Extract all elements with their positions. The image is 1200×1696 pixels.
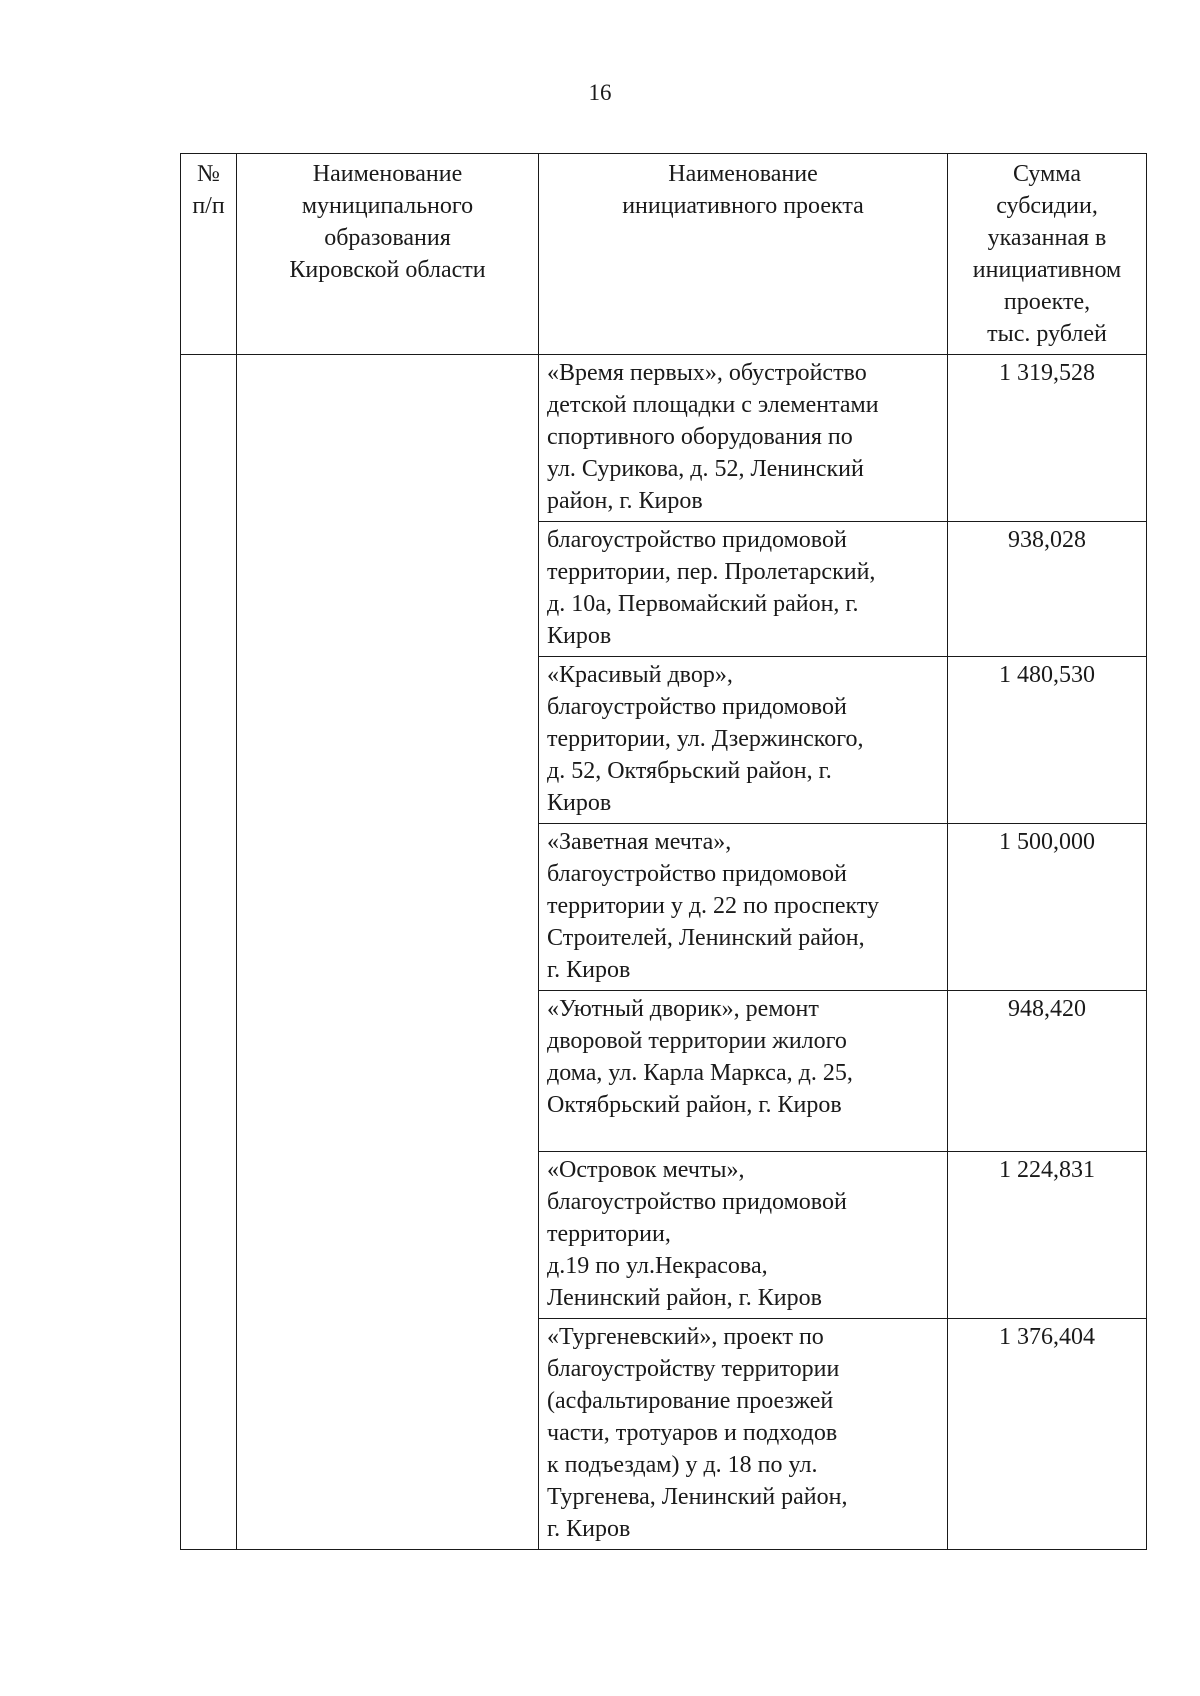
project-line: Киров — [547, 623, 612, 649]
header-amount-line: субсидии, — [996, 193, 1098, 219]
project-line: ул. Сурикова, д. 52, Ленинский — [547, 456, 864, 482]
project-cell — [539, 1319, 948, 1550]
amount-cell: 948,420 — [948, 991, 1147, 1152]
project-cell — [539, 991, 948, 1152]
project-line: «Время первых», обустройство — [547, 360, 867, 386]
project-line: детской площадки с элементами — [547, 392, 879, 418]
project-cell — [539, 824, 948, 991]
project-line: Киров — [547, 790, 612, 816]
header-municipality-line: образования — [324, 225, 451, 251]
municipality-cell — [237, 355, 539, 1550]
amount-cell: 1 376,404 — [948, 1319, 1147, 1550]
project-line: г. Киров — [547, 1516, 631, 1542]
project-cell — [539, 355, 948, 522]
project-line: территории, — [547, 1221, 671, 1247]
header-municipality-line: муниципального — [301, 193, 474, 219]
header-amount-line: Сумма — [1013, 161, 1081, 187]
project-cell — [539, 522, 948, 657]
project-line: «Заветная мечта», — [547, 829, 732, 855]
page-number: 16 — [588, 80, 612, 105]
header-municipality-line: Наименование — [312, 161, 463, 187]
project-line: дома, ул. Карла Маркса, д. 25, — [547, 1060, 853, 1086]
header-num-line: п/п — [192, 193, 225, 219]
project-line: «Уютный дворик», ремонт — [547, 996, 819, 1022]
project-line: спортивного оборудования по — [547, 424, 853, 450]
project-line: «Красивый двор», — [547, 662, 733, 688]
project-line: г. Киров — [547, 957, 631, 983]
header-amount — [948, 154, 1147, 355]
header-amount-line: тыс. рублей — [987, 321, 1107, 347]
project-line: д. 10а, Первомайский район, г. — [547, 591, 859, 617]
header-municipality-line: Кировской области — [289, 257, 486, 283]
table-header-row — [181, 154, 1147, 355]
header-num — [181, 154, 237, 355]
project-cell — [539, 657, 948, 824]
project-line: Строителей, Ленинский район, — [547, 925, 865, 951]
project-line: благоустройство придомовой — [547, 861, 847, 887]
project-line: территории, пер. Пролетарский, — [547, 559, 876, 585]
project-line: благоустройство придомовой — [547, 1189, 847, 1215]
header-num-line: № — [197, 161, 220, 187]
subsidy-table — [180, 153, 1147, 1550]
header-municipality — [237, 154, 539, 355]
project-line: благоустройство придомовой — [547, 527, 847, 553]
project-line: части, тротуаров и подходов — [547, 1420, 838, 1446]
table-row — [181, 355, 1147, 522]
project-line: территории, ул. Дзержинского, — [547, 726, 864, 752]
header-project-line: Наименование — [668, 161, 818, 187]
project-line: д.19 по ул.Некрасова, — [547, 1253, 768, 1279]
header-amount-line: указанная в — [987, 225, 1107, 251]
header-project — [539, 154, 948, 355]
project-line: Тургенева, Ленинский район, — [547, 1484, 848, 1510]
amount-cell: 1 319,528 — [948, 355, 1147, 522]
project-line: «Островок мечты», — [547, 1157, 745, 1183]
header-amount-line: инициативном — [972, 257, 1122, 283]
project-line: территории у д. 22 по проспекту — [547, 893, 880, 919]
project-line: благоустройство придомовой — [547, 694, 847, 720]
project-line: район, г. Киров — [547, 488, 703, 514]
project-line: дворовой территории жилого — [547, 1028, 847, 1054]
project-line: «Тургеневский», проект по — [547, 1324, 824, 1350]
amount-cell: 1 224,831 — [948, 1152, 1147, 1319]
amount-cell: 938,028 — [948, 522, 1147, 657]
amount-cell: 1 480,530 — [948, 657, 1147, 824]
project-line: (асфальтирование проезжей — [547, 1388, 834, 1414]
header-project-line: инициативного проекта — [622, 193, 864, 219]
project-line: благоустройству территории — [547, 1356, 840, 1382]
project-line: д. 52, Октябрьский район, г. — [547, 758, 832, 784]
project-line: к подъездам) у д. 18 по ул. — [547, 1452, 818, 1478]
header-amount-line: проекте, — [1003, 289, 1091, 315]
project-cell — [539, 1152, 948, 1319]
project-line: Ленинский район, г. Киров — [547, 1285, 822, 1311]
row-number-cell — [181, 355, 237, 1550]
project-line: Октябрьский район, г. Киров — [547, 1092, 842, 1118]
amount-cell: 1 500,000 — [948, 824, 1147, 991]
